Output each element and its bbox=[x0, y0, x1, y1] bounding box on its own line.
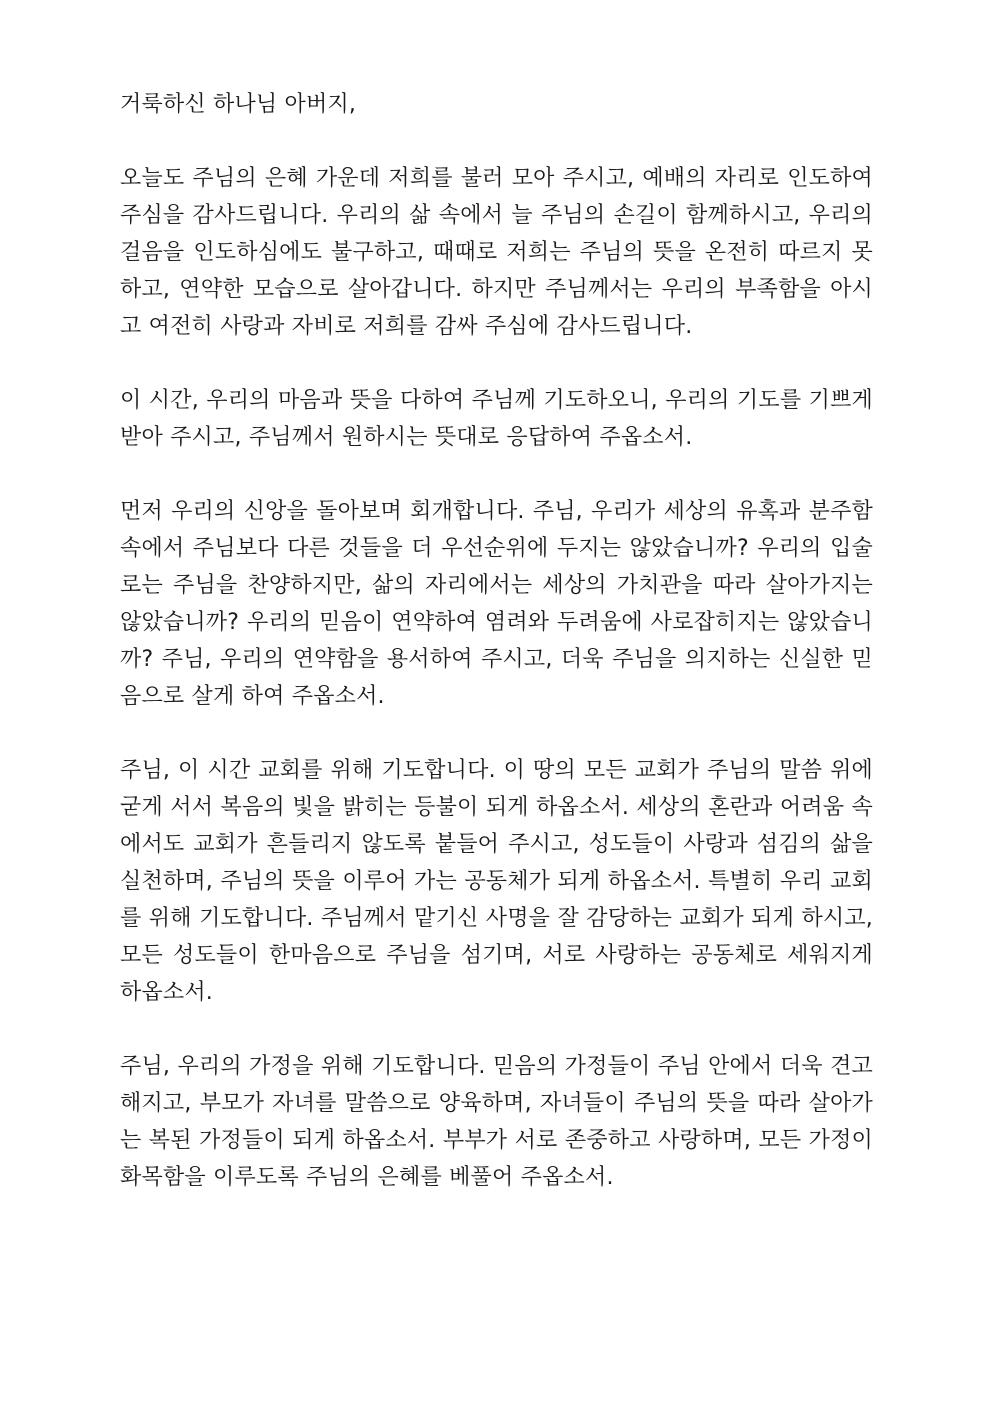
paragraph-repentance: 먼저 우리의 신앙을 돌아보며 회개합니다. 주님, 우리가 세상의 유혹과 분주함 속에서 주님보다 다른 것들을 더 우선순위에 두지는 않았습니까? 우리의 입술로는 주님을 찬양하지만, 삶의 자리에서는 세상의 가치관을 따라 살아가지는 않았습니까? 우리의 믿음이 연약하여 염려와 두려움에 사로잡히지는 않았습니까? 주님, 우리의 연약함을 용서하여 주시고, 더욱 주님을 의지하는 신실한 믿음으로 살게 하여 주옵소서. bbox=[120, 499, 873, 709]
paragraph-church: 주님, 이 시간 교회를 위해 기도합니다. 이 땅의 모든 교회가 주님의 말씀 위에 굳게 서서 복음의 빛을 밝히는 등불이 되게 하옵소서. 세상의 혼란과 어려움 속에서도 교회가 흔들리지 않도록 붙들어 주시고, 성도들이 사랑과 섬김의 삶을 실천하며, 주님의 뜻을 이루어 가는 공동체가 되게 하옵소서. 특별히 우리 교회를 위해 기도합니다. 주님께서 맡기신 사명을 잘 감당하는 교회가 되게 하시고, 모든 성도들이 한마음으로 주님을 섬기며, 서로 사랑하는 공동체로 세워지게 하옵소서. bbox=[120, 758, 873, 1005]
paragraph-family: 주님, 우리의 가정을 위해 기도합니다. 믿음의 가정들이 주님 안에서 더욱 견고해지고, 부모가 자녀를 말씀으로 양육하며, 자녀들이 주님의 뜻을 따라 살아가는 복된 가정들이 되게 하옵소서. 부부가 서로 존중하고 사랑하며, 모든 가정이 화목함을 이루도록 주님의 은혜를 베풀어 주옵소서. bbox=[120, 1054, 873, 1190]
greeting-line: 거룩하신 하나님 아버지, bbox=[120, 92, 357, 117]
prayer-text bbox=[120, 86, 873, 1233]
paragraph-thanksgiving: 오늘도 주님의 은혜 가운데 저희를 불러 모아 주시고, 예배의 자리로 인도하여 주심을 감사드립니다. 우리의 삶 속에서 늘 주님의 손길이 함께하시고, 우리의 걸음을 인도하심에도 불구하고, 때때로 저희는 주님의 뜻을 온전히 따르지 못하고, 연약한 모습으로 살아갑니다. 하지만 주님께서는 우리의 부족함을 아시고 여전히 사랑과 자비로 저희를 감싸 주심에 감사드립니다. bbox=[120, 166, 873, 339]
paragraph-invocation: 이 시간, 우리의 마음과 뜻을 다하여 주님께 기도하오니, 우리의 기도를 기쁘게 받아 주시고, 주님께서 원하시는 뜻대로 응답하여 주옵소서. bbox=[120, 388, 873, 450]
